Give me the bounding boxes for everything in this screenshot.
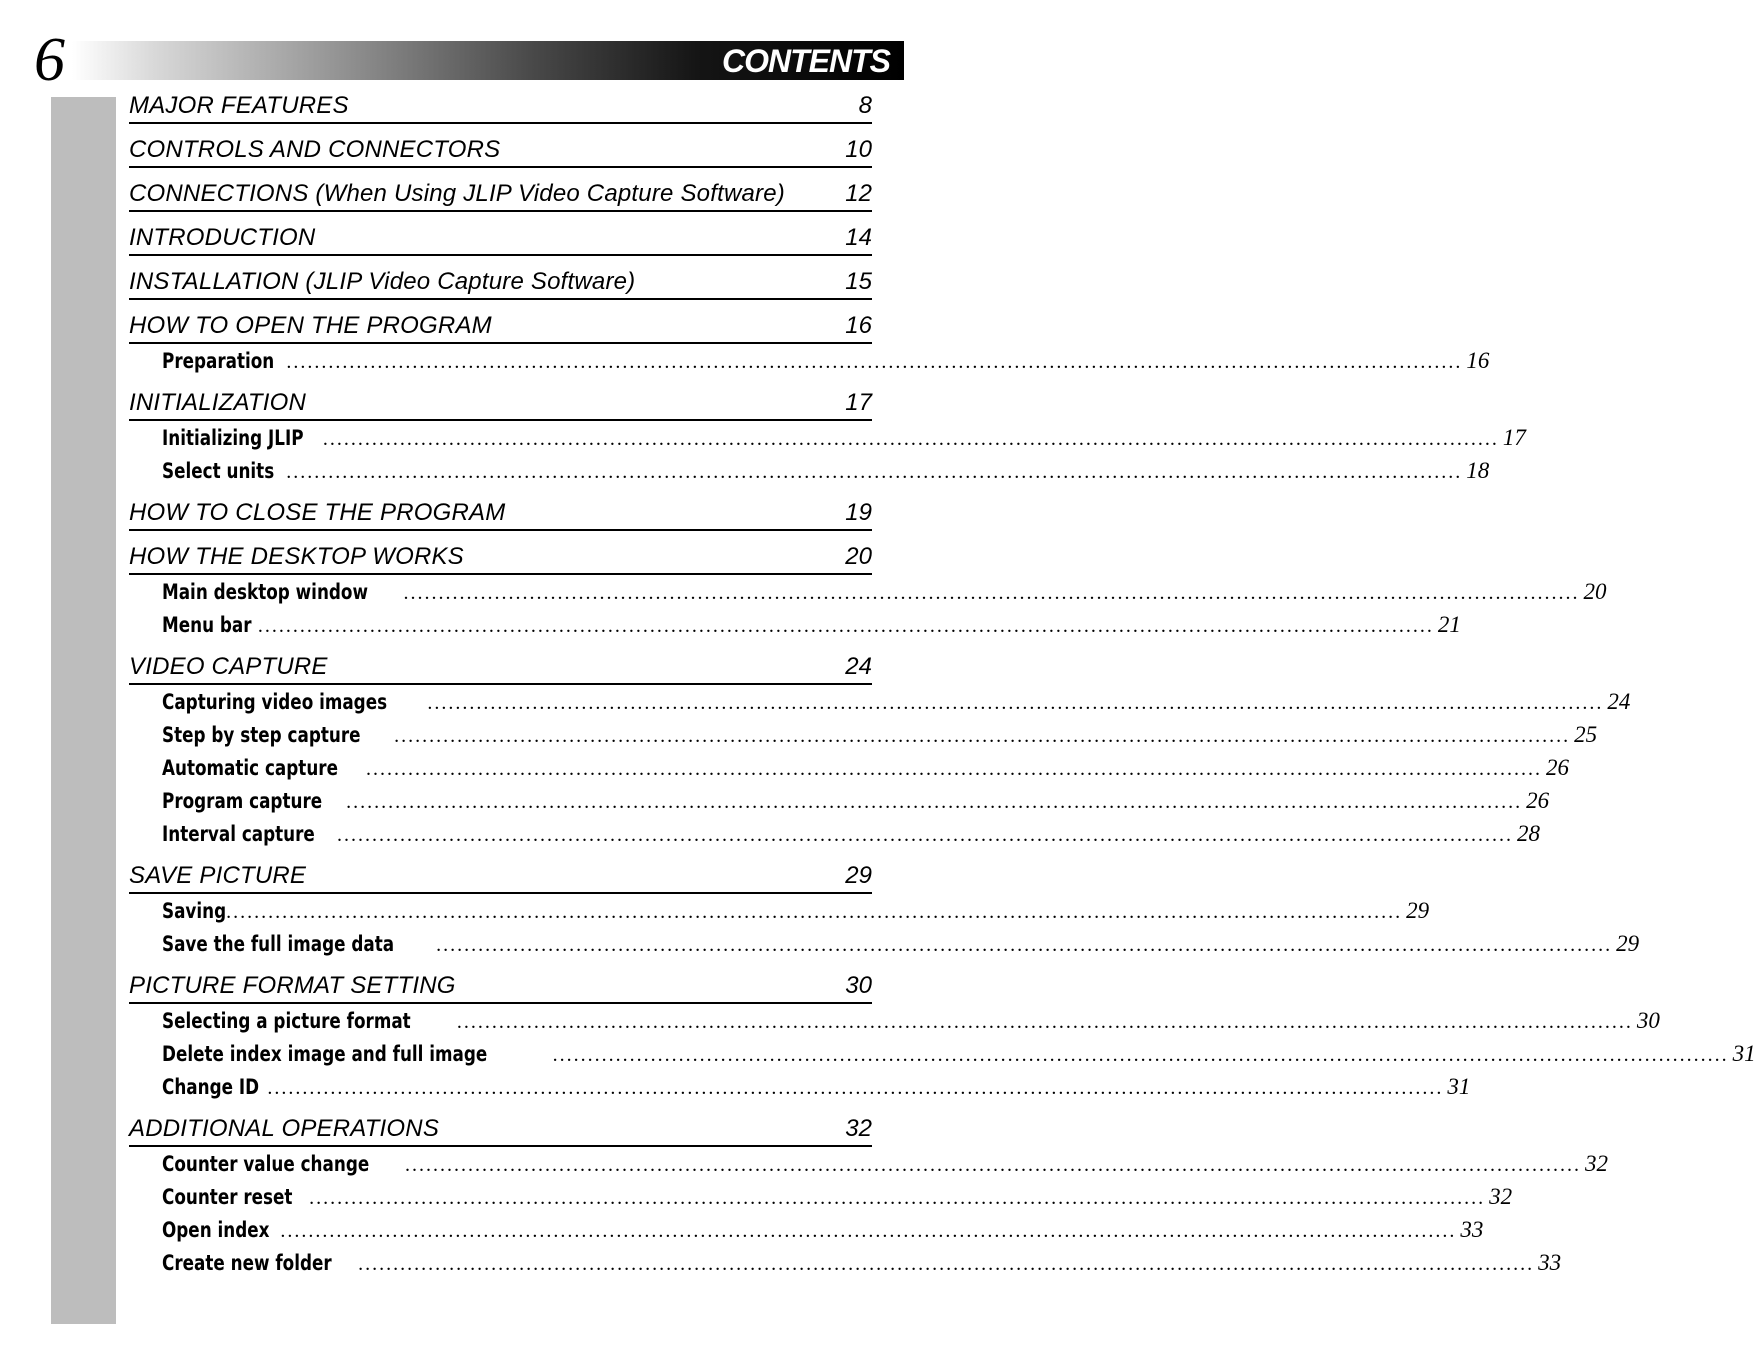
toc-entry-title: Counter reset	[162, 1185, 293, 1209]
toc-entry-page: 31	[1732, 1041, 1756, 1066]
toc-section[interactable]	[129, 216, 872, 256]
toc-dot-leader: ........................................................................................................................................................................	[257, 615, 1434, 637]
toc-section-title: HOW TO OPEN THE PROGRAM	[129, 312, 492, 339]
toc-dot-leader: ........................................................................................................................................................................	[337, 824, 1514, 846]
toc-entry-title: Create new folder	[162, 1251, 332, 1275]
toc-dot-leader: ........................................................................................................................................................................	[436, 934, 1613, 956]
toc-dot-leader: ........................................................................................................................................................................	[280, 1220, 1457, 1242]
toc-dot-leader: ........................................................................................................................................................................	[267, 1077, 1444, 1099]
toc-section-title: SAVE PICTURE	[129, 862, 307, 889]
toc-entry-title: Menu bar	[162, 613, 252, 637]
toc-section-title: CONTROLS AND CONNECTORS	[129, 136, 501, 163]
toc-entry[interactable]	[162, 1213, 1484, 1246]
toc-dot-leader: ........................................................................................................................................................................	[552, 1044, 1729, 1066]
toc-entry[interactable]	[162, 1037, 1756, 1070]
toc-dot-leader: ........................................................................................................................................................................	[286, 461, 1463, 483]
toc-dot-leader: ........................................................................................................................................................................	[427, 692, 1604, 714]
toc-section-page: 14	[845, 224, 872, 251]
toc-entry-title: Step by step capture	[162, 723, 361, 747]
toc-section-page: 30	[845, 972, 872, 999]
toc-section[interactable]	[129, 491, 872, 531]
toc-entry-title: Initializing JLIP	[162, 426, 304, 450]
toc-section-title: PICTURE FORMAT SETTING	[129, 972, 456, 999]
toc-entry-title: Program capture	[162, 789, 323, 813]
toc-entry-title: Save the full image data	[162, 932, 395, 956]
toc-section-page: 24	[845, 653, 872, 680]
toc-section-page: 10	[845, 136, 872, 163]
toc-section[interactable]	[129, 854, 872, 894]
toc-section-title: MAJOR FEATURES	[129, 92, 349, 119]
toc-entry[interactable]	[162, 1147, 1609, 1180]
toc-entry-page: 16	[1466, 348, 1490, 373]
toc-dot-leader: ........................................................................................................................................................................	[405, 1154, 1582, 1176]
toc-entry-title: Delete index image and full image	[162, 1042, 488, 1066]
toc-entry-page: 18	[1466, 458, 1490, 483]
toc-dot-leader: ........................................................................................................................................................................	[456, 1011, 1633, 1033]
toc-entry-title: Preparation	[162, 349, 275, 373]
toc-dot-leader: ........................................................................................................................................................................	[309, 1187, 1486, 1209]
toc-section-page: 17	[845, 389, 872, 416]
table-of-contents	[129, 84, 1756, 1279]
page-number: 6	[34, 26, 65, 94]
toc-entry[interactable]	[162, 608, 1461, 641]
toc-dot-leader: ........................................................................................................................................................................	[358, 1253, 1535, 1275]
toc-section-title: VIDEO CAPTURE	[129, 653, 328, 680]
toc-entry[interactable]	[162, 927, 1640, 960]
toc-section-title: HOW THE DESKTOP WORKS	[129, 543, 464, 570]
toc-entry-page: 25	[1574, 722, 1598, 747]
toc-dot-leader: ........................................................................................................................................................................	[346, 791, 1523, 813]
toc-section-title: HOW TO CLOSE THE PROGRAM	[129, 499, 506, 526]
toc-section[interactable]	[129, 535, 872, 575]
toc-entry[interactable]	[162, 454, 1490, 487]
toc-entry-title: Main desktop window	[162, 580, 368, 604]
toc-entry[interactable]	[162, 894, 1430, 927]
toc-section-page: 12	[845, 180, 872, 207]
toc-entry[interactable]	[162, 421, 1526, 454]
toc-entry[interactable]	[162, 344, 1490, 377]
toc-section-title: INSTALLATION (JLIP Video Capture Software)	[129, 268, 636, 295]
toc-entry-title: Open index	[162, 1218, 270, 1242]
toc-entry-title: Change ID	[162, 1075, 260, 1099]
toc-dot-leader: ........................................................................................................................................................................	[394, 725, 1571, 747]
toc-section[interactable]	[129, 128, 872, 168]
toc-section-title: INTRODUCTION	[129, 224, 316, 251]
toc-entry-page: 26	[1545, 755, 1569, 780]
toc-section-page: 16	[845, 312, 872, 339]
toc-section[interactable]	[129, 964, 872, 1004]
toc-entry-page: 32	[1489, 1184, 1513, 1209]
toc-entry[interactable]	[162, 1246, 1562, 1279]
toc-section-title: CONNECTIONS (When Using JLIP Video Capture Software)	[129, 180, 785, 207]
toc-entry-page: 29	[1406, 898, 1430, 923]
toc-entry-page: 32	[1585, 1151, 1609, 1176]
toc-section-page: 32	[845, 1115, 872, 1142]
toc-entry-page: 29	[1616, 931, 1640, 956]
toc-entry-page: 30	[1636, 1008, 1660, 1033]
toc-entry-title: Capturing video images	[162, 690, 388, 714]
toc-section[interactable]	[129, 172, 872, 212]
toc-entry[interactable]	[162, 575, 1607, 608]
toc-entry-page: 31	[1447, 1074, 1471, 1099]
header-bar	[72, 41, 904, 80]
toc-entry-page: 33	[1460, 1217, 1484, 1242]
toc-section[interactable]	[129, 260, 872, 300]
toc-section[interactable]	[129, 304, 872, 344]
side-strip	[51, 97, 116, 1324]
toc-entry-page: 17	[1502, 425, 1526, 450]
toc-dot-leader: ........................................................................................................................................................................	[403, 582, 1580, 604]
toc-entry[interactable]	[162, 1180, 1513, 1213]
toc-entry[interactable]	[162, 1004, 1660, 1037]
toc-entry-title: Saving	[162, 899, 227, 923]
toc-section-page: 15	[845, 268, 872, 295]
toc-dot-leader: ........................................................................................................................................................................	[322, 428, 1499, 450]
toc-entry[interactable]	[162, 751, 1569, 784]
toc-entry-title: Automatic capture	[162, 756, 338, 780]
toc-entry[interactable]	[162, 1070, 1471, 1103]
toc-entry[interactable]	[162, 784, 1550, 817]
toc-entry-title: Select units	[162, 459, 275, 483]
toc-section[interactable]	[129, 381, 872, 421]
toc-dot-leader: ........................................................................................................................................................................	[226, 901, 1403, 923]
toc-entry[interactable]	[162, 685, 1631, 718]
toc-entry-title: Interval capture	[162, 822, 315, 846]
toc-section[interactable]	[129, 84, 872, 124]
toc-entry[interactable]	[162, 718, 1598, 751]
toc-entry[interactable]	[162, 817, 1541, 850]
toc-section[interactable]	[129, 645, 872, 685]
toc-entry-page: 20	[1583, 579, 1607, 604]
toc-section-page: 20	[845, 543, 872, 570]
toc-entry-page: 28	[1517, 821, 1541, 846]
toc-dot-leader: ........................................................................................................................................................................	[365, 758, 1542, 780]
toc-section-title: ADDITIONAL OPERATIONS	[129, 1115, 440, 1142]
toc-entry-page: 26	[1526, 788, 1550, 813]
toc-section-title: INITIALIZATION	[129, 389, 307, 416]
toc-entry-page: 21	[1437, 612, 1461, 637]
toc-entry-page: 33	[1538, 1250, 1562, 1275]
toc-dot-leader: ........................................................................................................................................................................	[286, 351, 1463, 373]
toc-section-page: 29	[845, 862, 872, 889]
toc-entry-page: 24	[1607, 689, 1631, 714]
page-title: CONTENTS	[722, 43, 890, 79]
toc-entry-title: Counter value change	[162, 1152, 370, 1176]
toc-section-page: 19	[845, 499, 872, 526]
toc-section-page: 8	[858, 92, 872, 119]
toc-section[interactable]	[129, 1107, 872, 1147]
toc-entry-title: Selecting a picture format	[162, 1009, 411, 1033]
